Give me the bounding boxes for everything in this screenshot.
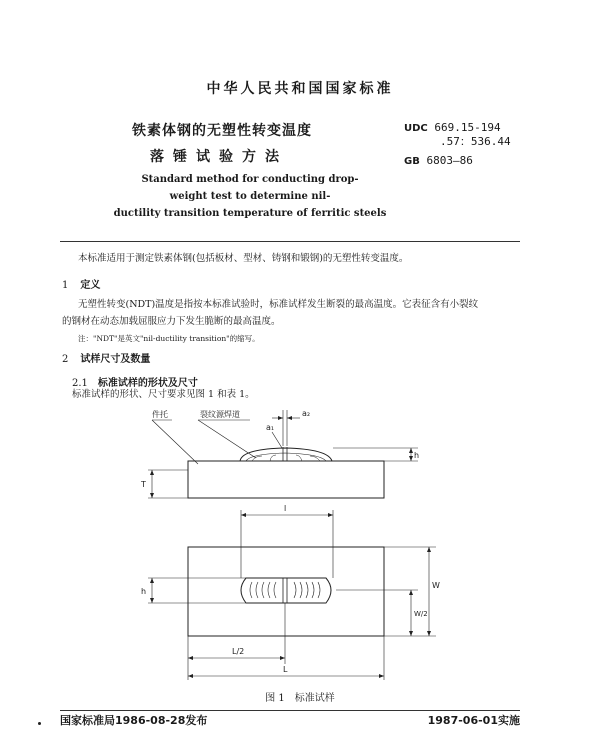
label-weld: 裂纹源焊道 [200,410,240,419]
section-1-paragraph-line-2: 的钢材在动态加载屈服应力下发生脆断的最高温度。 [62,316,281,327]
specimen-plan-view [188,547,384,636]
section-1-title: 定义 [80,280,101,291]
udc-line-2: .57：536.44 [440,135,511,148]
issue-date: 国家标准局1986-08-28发布 [60,714,208,727]
section-2-1-paragraph: 标准试样的形状、尺寸要求见图 1 和表 1。 [72,389,255,400]
section-2-1-number: 2.1 [72,378,88,389]
title-line-1: 铁素体钢的无塑性转变温度 [132,123,312,139]
label-L2: L/2 [232,647,245,656]
weld-bead-plan [241,578,331,603]
section-2-1-title: 标准试样的形状及尺寸 [97,378,198,389]
label-L: L [283,665,288,674]
label-a1: a₁ [266,423,275,432]
specimen-side-view [188,461,384,498]
label-h-side: h [414,451,420,460]
udc-label: UDC [404,123,428,134]
english-title-line-2: weight test to determine nil- [169,191,331,202]
section-1-note: 注："NDT"是英文"nil-ductility transition"的缩写。 [78,334,260,343]
header-divider [60,241,520,242]
title-line-2: 落锤试验方法 [150,149,288,165]
figure-1-title: 标准试样 [294,693,335,704]
english-title-line-3: ductility transition temperature of ferritic steels [113,208,387,219]
label-a2: a₂ [302,409,311,418]
gb-number: 6803—86 [426,154,473,167]
figure-1-caption [0,689,600,704]
national-standard-heading: 中华人民共和国国家标准 [206,81,394,97]
intro-paragraph: 本标准适用于测定铁素体钢(包括板材、型材、铸钢和锻钢)的无塑性转变温度。 [78,253,409,264]
section-1-heading [62,276,100,291]
label-W: W [432,581,440,590]
section-2-title: 试样尺寸及数量 [80,354,151,365]
margin-mark [38,722,41,725]
section-2-number: 2 [62,354,69,365]
label-W2: W/2 [414,610,428,618]
figure-1-drawing [0,400,600,690]
udc-line-1: 669.15-194 [434,121,501,134]
gb-label: GB [404,156,420,167]
section-2-heading [62,350,150,365]
label-l: l [284,504,287,513]
english-title-line-1: Standard method for conducting drop- [141,174,359,185]
figure-1-number: 图 1 [265,693,285,704]
label-specimen: 件托 [152,410,168,419]
section-1-number: 1 [62,280,69,291]
label-h-plan: h [141,587,147,596]
section-1-paragraph-line-1: 无塑性转变(NDT)温度是指按本标准试验时，标准试样发生断裂的最高温度。它表征含有小裂纹 [78,299,479,310]
footer-divider [60,710,520,711]
effective-date: 1987-06-01实施 [427,714,520,727]
section-2-1-heading [72,374,198,389]
gb-code [404,154,473,167]
label-T: T [141,480,146,489]
